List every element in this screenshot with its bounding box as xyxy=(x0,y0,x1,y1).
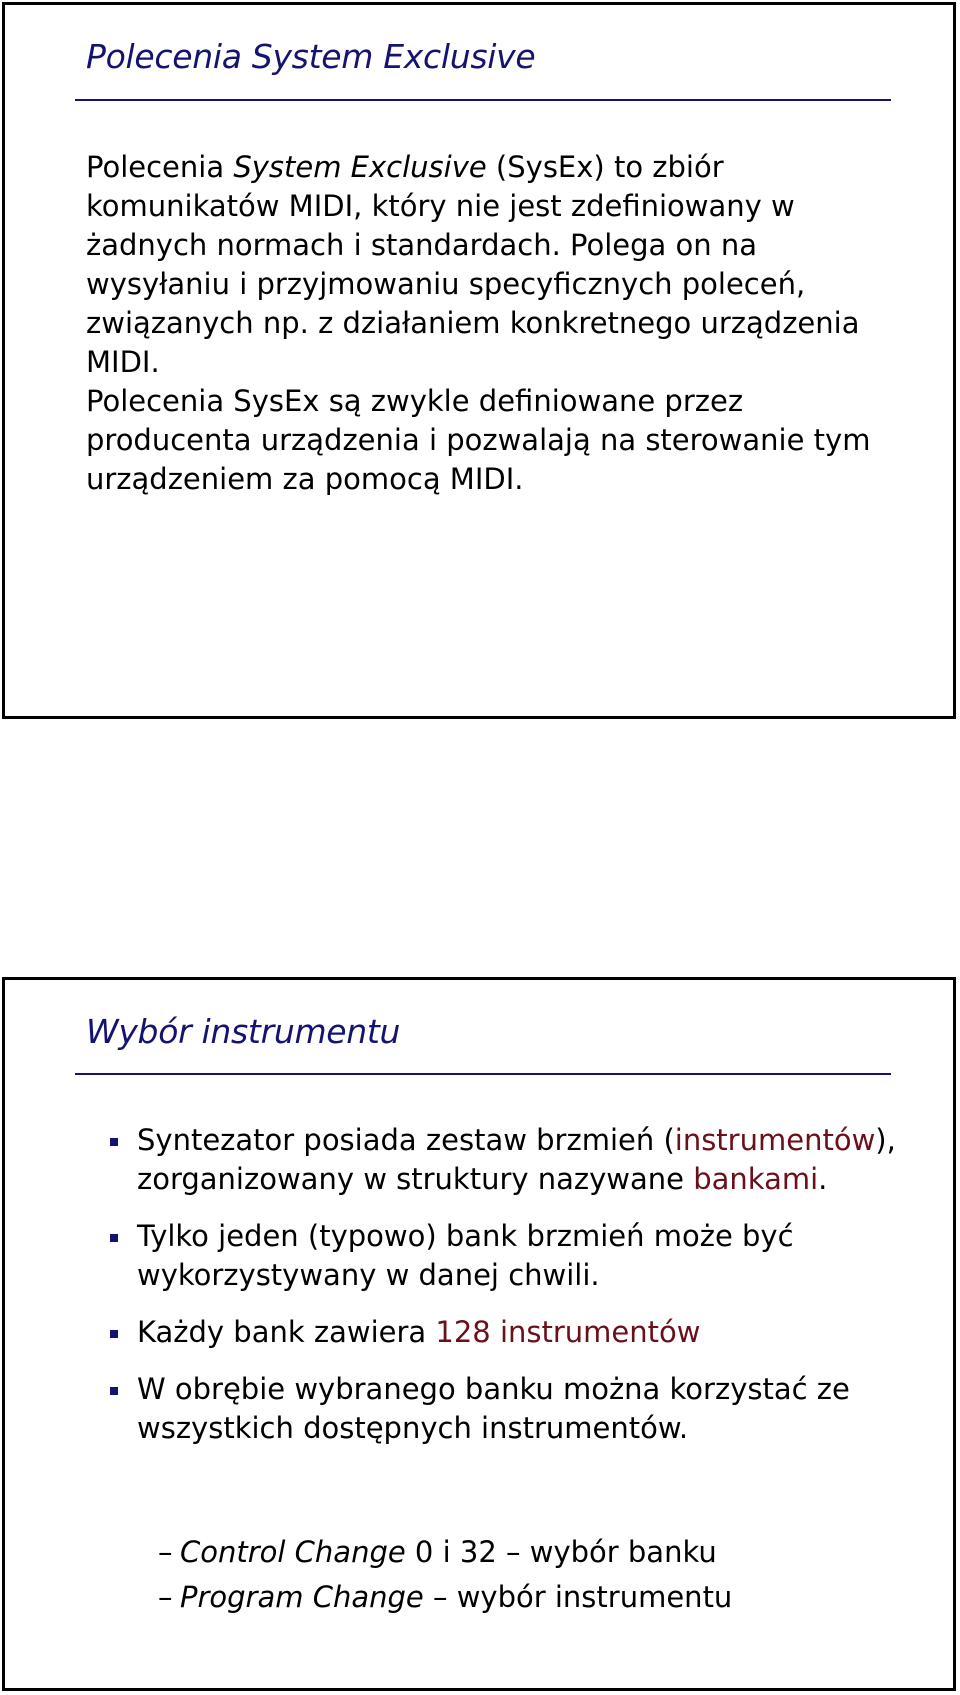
text-run: W obrębie wybranego banku można korzystać ze wszystkich dostępnych instrumentów. xyxy=(137,1372,850,1445)
highlight-term: instrumentów xyxy=(674,1123,876,1157)
highlight-term: 128 instrumentów xyxy=(435,1315,701,1349)
list-item xyxy=(86,1313,906,1352)
paragraph-sysex-definition xyxy=(86,148,906,382)
highlight-term: bankami xyxy=(693,1162,819,1196)
square-bullet-icon xyxy=(110,1234,118,1242)
title-underline xyxy=(75,99,891,101)
list-item xyxy=(86,1370,906,1448)
italic-term: System Exclusive xyxy=(233,150,487,184)
list-item xyxy=(86,1121,906,1199)
square-bullet-icon xyxy=(110,1330,118,1338)
text-run: Każdy bank zawiera xyxy=(137,1315,436,1349)
text-run: Tylko jeden (typowo) bank brzmień może być wykorzystywany w danej chwili. xyxy=(137,1219,794,1292)
paragraph-sysex-usage: Polecenia SysEx są zwykle definiowane przez producenta urządzenia i pozwalają na sterowanie tym urządzeniem za pomocą MIDI. xyxy=(86,384,871,496)
slide-title: Wybór instrumentu xyxy=(86,1012,401,1051)
text-run: 0 i 32 – wybór banku xyxy=(405,1535,717,1569)
slide-1 xyxy=(2,2,956,719)
sub-list-item xyxy=(86,1533,906,1572)
text-run: (SysEx) to zbiór komunikatów MIDI, który nie jest zdefiniowany w żadnych normach i standardach. Polega on na wysyłaniu i przyjmowaniu specyficznych poleceń, związanych np. z działaniem konkretnego urządzenia MIDI. xyxy=(86,150,860,379)
sub-list-item xyxy=(86,1578,906,1617)
text-run: Polecenia xyxy=(86,150,234,184)
sub-list xyxy=(86,1533,906,1623)
slide-body xyxy=(86,148,906,499)
slide-2 xyxy=(2,977,956,1691)
text-run: – wybór instrumentu xyxy=(423,1580,733,1614)
square-bullet-icon xyxy=(110,1387,118,1395)
slide-title: Polecenia System Exclusive xyxy=(86,37,536,76)
bullet-list xyxy=(86,1121,906,1466)
italic-term: Control Change xyxy=(180,1535,406,1569)
list-item xyxy=(86,1217,906,1295)
square-bullet-icon xyxy=(110,1138,118,1146)
text-run: Syntezator posiada zestaw brzmień ( xyxy=(137,1123,675,1157)
italic-term: Program Change xyxy=(180,1580,424,1614)
dash-marker: – xyxy=(158,1580,173,1614)
title-underline xyxy=(75,1073,891,1075)
text-run: ), zorganizowany w struktury nazywane xyxy=(137,1123,896,1196)
text-run: . xyxy=(818,1162,828,1196)
dash-marker: – xyxy=(158,1535,173,1569)
